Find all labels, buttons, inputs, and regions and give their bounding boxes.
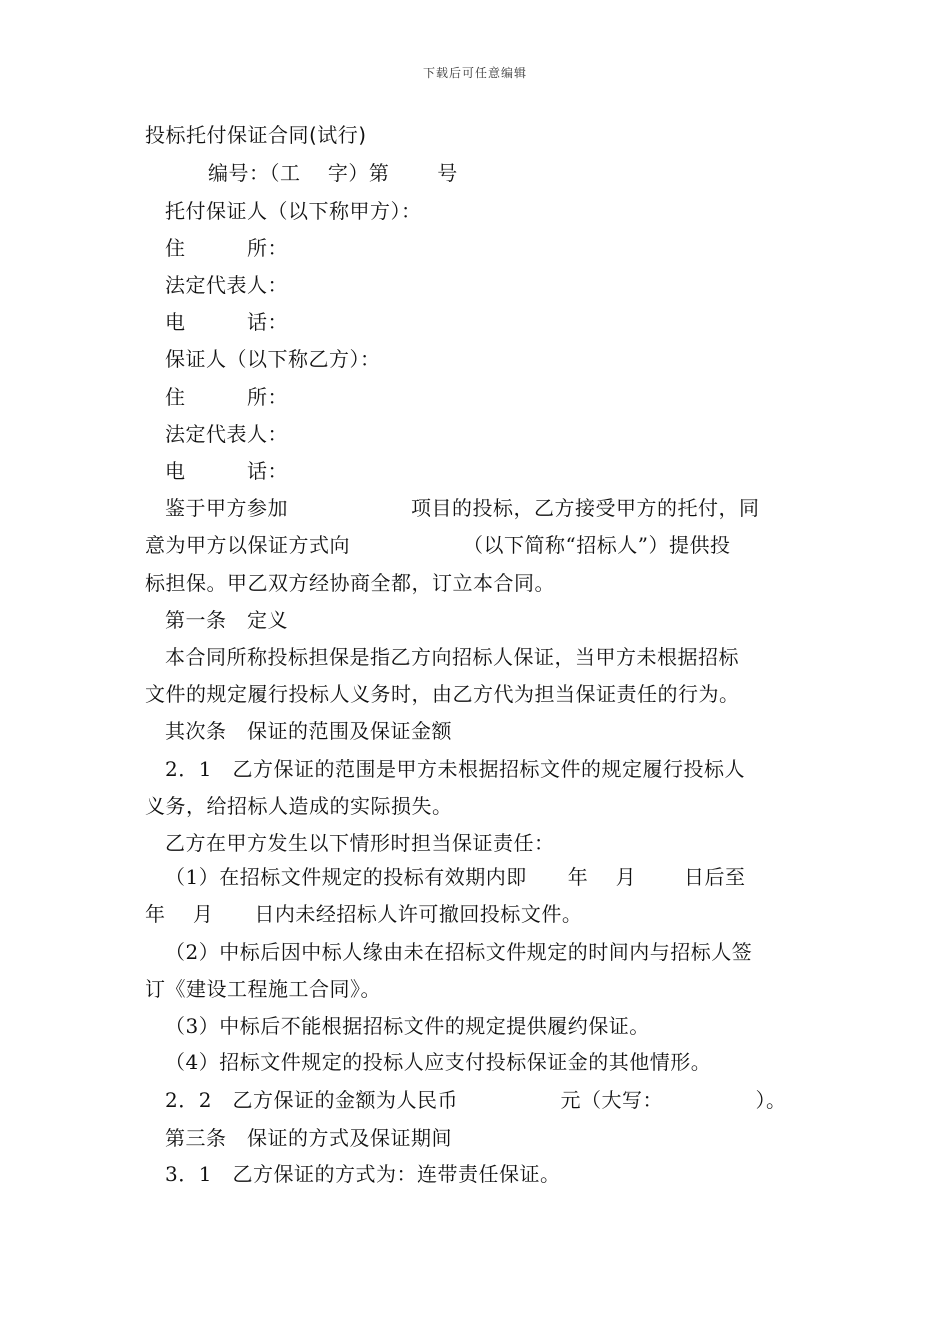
party-b-address: 住 所： bbox=[165, 385, 288, 409]
article-1-heading: 第一条 定义 bbox=[165, 608, 288, 632]
condition-2-line-2: 订《建设工程施工合同》。 bbox=[145, 977, 381, 1001]
party-a-representative: 法定代表人： bbox=[165, 273, 288, 297]
page-header-note: 下载后可任意编辑 bbox=[422, 66, 527, 80]
contract-number-line: 编号：（工 字）第 号 bbox=[208, 161, 458, 185]
article-2-heading: 其次条 保证的范围及保证金额 bbox=[165, 719, 452, 743]
condition-1-line-2: 年 月 日内未经招标人许可撤回投标文件。 bbox=[145, 902, 583, 926]
party-b-phone: 电 话： bbox=[165, 459, 288, 483]
condition-2-line-1: （2）中标后因中标人缘由未在招标文件规定的时间内与招标人签 bbox=[165, 940, 753, 964]
clause-3-1: 3．1 乙方保证的方式为：连带责任保证。 bbox=[165, 1162, 561, 1186]
condition-1-line-1: （1）在招标文件规定的投标有效期内即 年 月 日后至 bbox=[165, 865, 746, 889]
condition-4: （4）招标文件规定的投标人应支付投标保证金的其他情形。 bbox=[165, 1050, 712, 1074]
preamble-line-3: 标担保。甲乙双方经协商全都，订立本合同。 bbox=[145, 571, 555, 595]
party-a-address: 住 所： bbox=[165, 236, 288, 260]
article-3-heading: 第三条 保证的方式及保证期间 bbox=[165, 1126, 452, 1150]
party-b-representative: 法定代表人： bbox=[165, 422, 288, 446]
party-a-heading: 托付保证人（以下称甲方）： bbox=[165, 199, 422, 223]
preamble-line-1: 鉴于甲方参加 项目的投标，乙方接受甲方的托付，同 bbox=[165, 496, 760, 520]
preamble-line-2: 意为甲方以保证方式向 （以下简称“招标人”）提供投 bbox=[145, 533, 731, 557]
party-b-heading: 保证人（以下称乙方）： bbox=[165, 347, 381, 371]
clause-2-1-line-1: 2．1 乙方保证的范围是甲方未根据招标文件的规定履行投标人 bbox=[165, 757, 745, 781]
clause-2-1-line-2: 义务，给招标人造成的实际损失。 bbox=[145, 794, 453, 818]
clause-2-2: 2．2 乙方保证的金额为人民币 元（大写： ）。 bbox=[165, 1088, 787, 1112]
article-1-text-2: 文件的规定履行投标人义务时，由乙方代为担当保证责任的行为。 bbox=[145, 682, 740, 706]
liability-intro: 乙方在甲方发生以下情形时担当保证责任： bbox=[165, 831, 555, 855]
party-a-phone: 电 话： bbox=[165, 310, 288, 334]
article-1-text-1: 本合同所称投标担保是指乙方向招标人保证，当甲方未根据招标 bbox=[165, 645, 739, 669]
document-title: 投标托付保证合同(试行) bbox=[145, 123, 367, 147]
condition-3: （3）中标后不能根据招标文件的规定提供履约保证。 bbox=[165, 1014, 650, 1038]
